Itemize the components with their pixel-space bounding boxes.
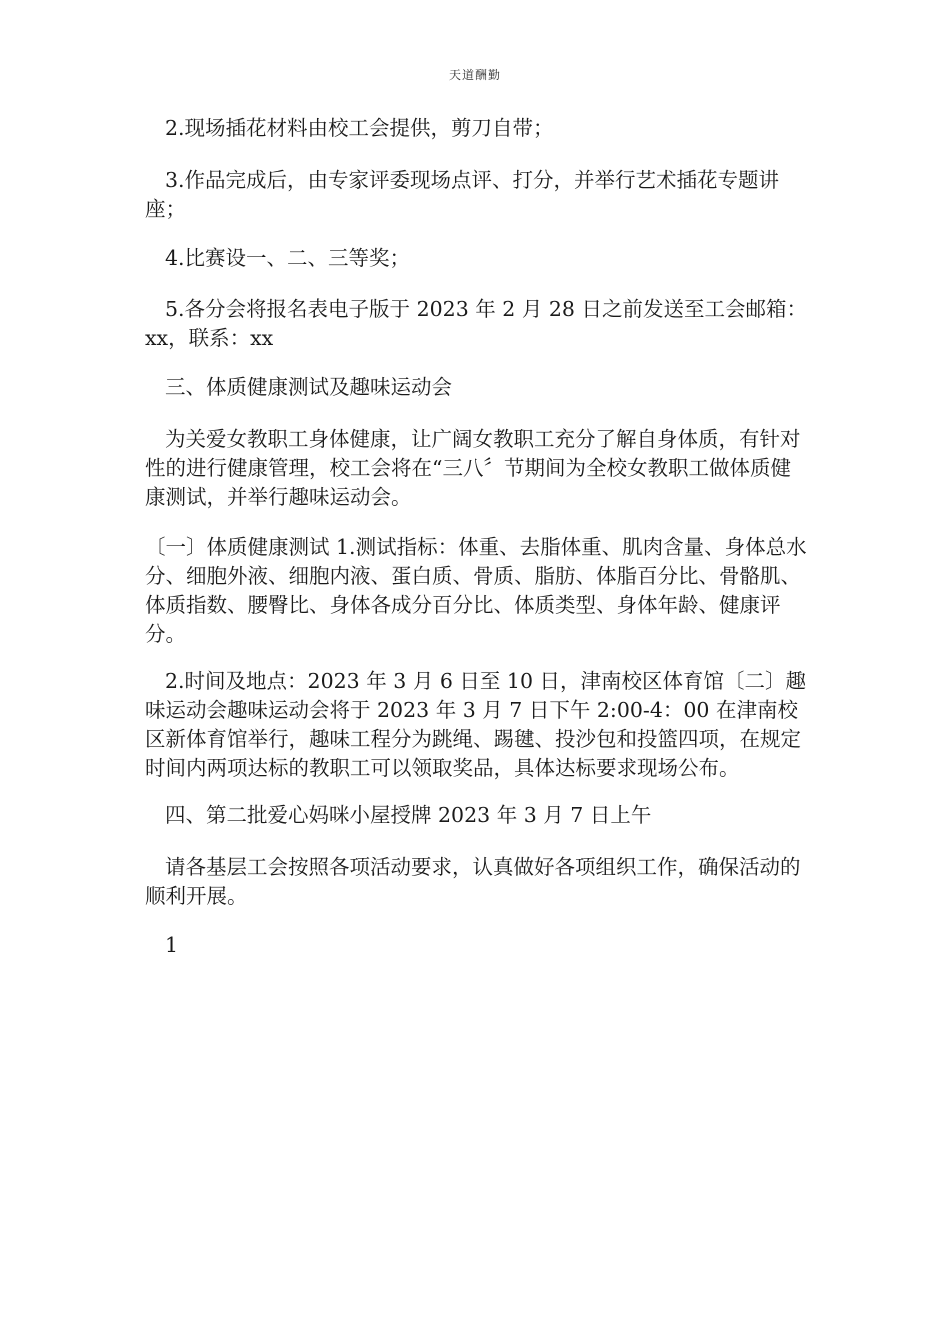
paragraph-item-3: 3.作品完成后，由专家评委现场点评、打分，并举行艺术插花专题讲座； [145, 168, 780, 221]
paragraph-item-5: 5.各分会将报名表电子版于 2023 年 2 月 28 日之前发送至工会邮箱：xx，联系：xx [145, 297, 807, 350]
page-number: 1 [165, 933, 179, 957]
paragraph-item-2: 2.现场插花材料由校工会提供，剪刀自带； [165, 116, 554, 140]
section-heading-three: 三、体质健康测试及趣味运动会 [165, 375, 452, 399]
paragraph-closing: 请各基层工会按照各项活动要求，认真做好各项组织工作，确保活动的顺利开展。 [145, 855, 801, 908]
paragraph-time-and-place: 2.时间及地点：2023 年 3 月 6 日至 10 日，津南校区体育馆〔二〕趣味运动会趣味运动会将于 2023 年 3 月 7 日下午 2:00-4：00 在津南校区新体育馆举行，趣味工程分为跳绳、踢毽、投沙包和投篮四项，在规定时间内两项达标的教职工可以领取奖品，具体达标要求现场公布。 [145, 669, 807, 780]
page-header: 天道酬勤 [448, 68, 501, 82]
paragraph-health-intro: 为关爱女教职工身体健康，让广阔女教职工充分了解自身体质，有针对性的进行健康管理，校工会将在“三八〞节期间为全校女教职工做体质健康测试，并举行趣味运动会。 [145, 427, 801, 509]
section-heading-four: 四、第二批爱心妈咪小屋授牌 2023 年 3 月 7 日上午 [165, 803, 652, 827]
paragraph-health-test-indicators: 〔一〕体质健康测试 1.测试指标：体重、去脂体重、肌肉含量、身体总水分、细胞外液、细胞内液、蛋白质、骨质、脂肪、体脂百分比、骨骼肌、体质指数、腰臀比、身体各成分百分比、体质类型、身体年龄、健康评分。 [145, 535, 807, 646]
paragraph-item-4: 4.比赛设一、二、三等奖； [165, 246, 411, 270]
